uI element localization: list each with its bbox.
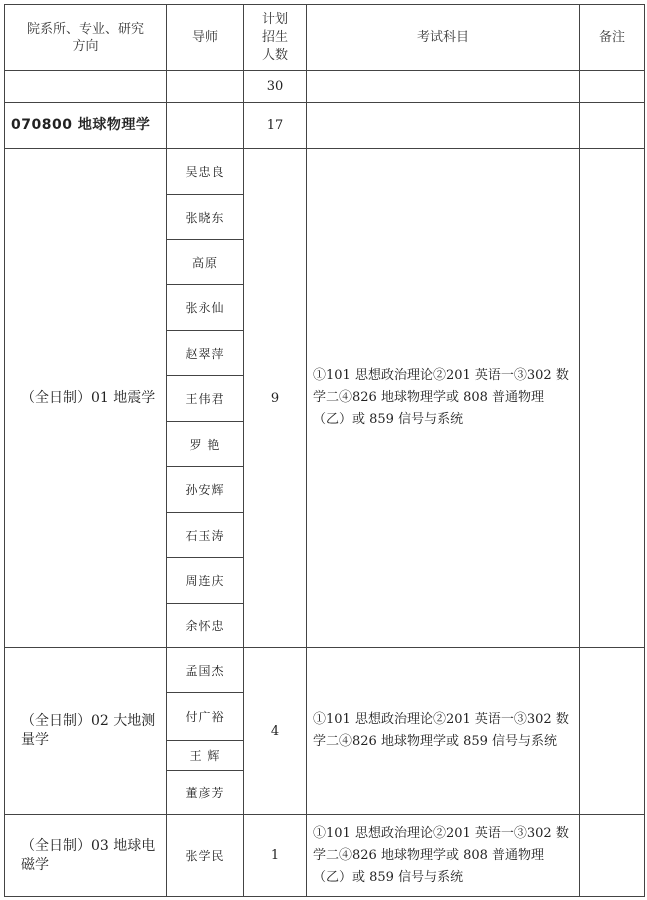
direction1-remark — [580, 149, 645, 648]
header-remark: 备注 — [580, 5, 645, 71]
advisor-cell: 罗 艳 — [167, 422, 244, 467]
direction1-exam: ①101 思想政治理论②201 英语一③302 数学二④826 地球物理学或 808 普通物理（乙）或 859 信号与系统 — [307, 149, 580, 648]
total-quota: 30 — [244, 71, 307, 103]
direction1-quota: 9 — [244, 149, 307, 648]
header-dept: 院系所、专业、研究方向 — [5, 5, 167, 71]
advisor-cell: 董彦芳 — [167, 771, 244, 815]
header-advisor: 导师 — [167, 5, 244, 71]
direction1-name: （全日制）01 地震学 — [5, 149, 167, 648]
total-row — [5, 71, 645, 103]
direction2-remark — [580, 648, 645, 815]
advisor-cell: 周连庆 — [167, 558, 244, 604]
direction3-remark — [580, 815, 645, 897]
advisor-cell: 吴忠良 — [167, 149, 244, 195]
advisor-cell: 孙安辉 — [167, 467, 244, 513]
direction1-row — [5, 149, 645, 195]
program-remark — [580, 103, 645, 149]
advisor-cell: 张学民 — [167, 815, 244, 897]
direction2-name: （全日制）02 大地测量学 — [5, 648, 167, 815]
header-quota: 计划招生人数 — [244, 5, 307, 71]
advisor-cell: 张晓东 — [167, 195, 244, 240]
program-row — [5, 103, 645, 149]
direction2-quota: 4 — [244, 648, 307, 815]
direction3-quota: 1 — [244, 815, 307, 897]
direction2-exam: ①101 思想政治理论②201 英语一③302 数学二④826 地球物理学或 859 信号与系统 — [307, 648, 580, 815]
total-exam — [307, 71, 580, 103]
advisor-cell: 付广裕 — [167, 693, 244, 741]
program-quota: 17 — [244, 103, 307, 149]
advisor-cell: 孟国杰 — [167, 648, 244, 693]
total-advisor — [167, 71, 244, 103]
advisor-cell: 王 辉 — [167, 741, 244, 771]
program-name: 070800 地球物理学 — [5, 103, 167, 149]
advisor-cell: 余怀忠 — [167, 604, 244, 648]
program-advisor — [167, 103, 244, 149]
direction3-name: （全日制）03 地球电磁学 — [5, 815, 167, 897]
total-dept — [5, 71, 167, 103]
header-exam: 考试科目 — [307, 5, 580, 71]
direction3-exam: ①101 思想政治理论②201 英语一③302 数学二④826 地球物理学或 808 普通物理（乙）或 859 信号与系统 — [307, 815, 580, 897]
admissions-table — [4, 4, 645, 897]
direction2-row — [5, 648, 645, 693]
program-exam — [307, 103, 580, 149]
advisor-cell: 张永仙 — [167, 285, 244, 331]
advisor-cell: 王伟君 — [167, 376, 244, 422]
header-row — [5, 5, 645, 71]
total-remark — [580, 71, 645, 103]
advisor-cell: 高原 — [167, 240, 244, 285]
advisor-cell: 赵翠萍 — [167, 331, 244, 376]
advisor-cell: 石玉涛 — [167, 513, 244, 558]
direction3-row — [5, 815, 645, 897]
